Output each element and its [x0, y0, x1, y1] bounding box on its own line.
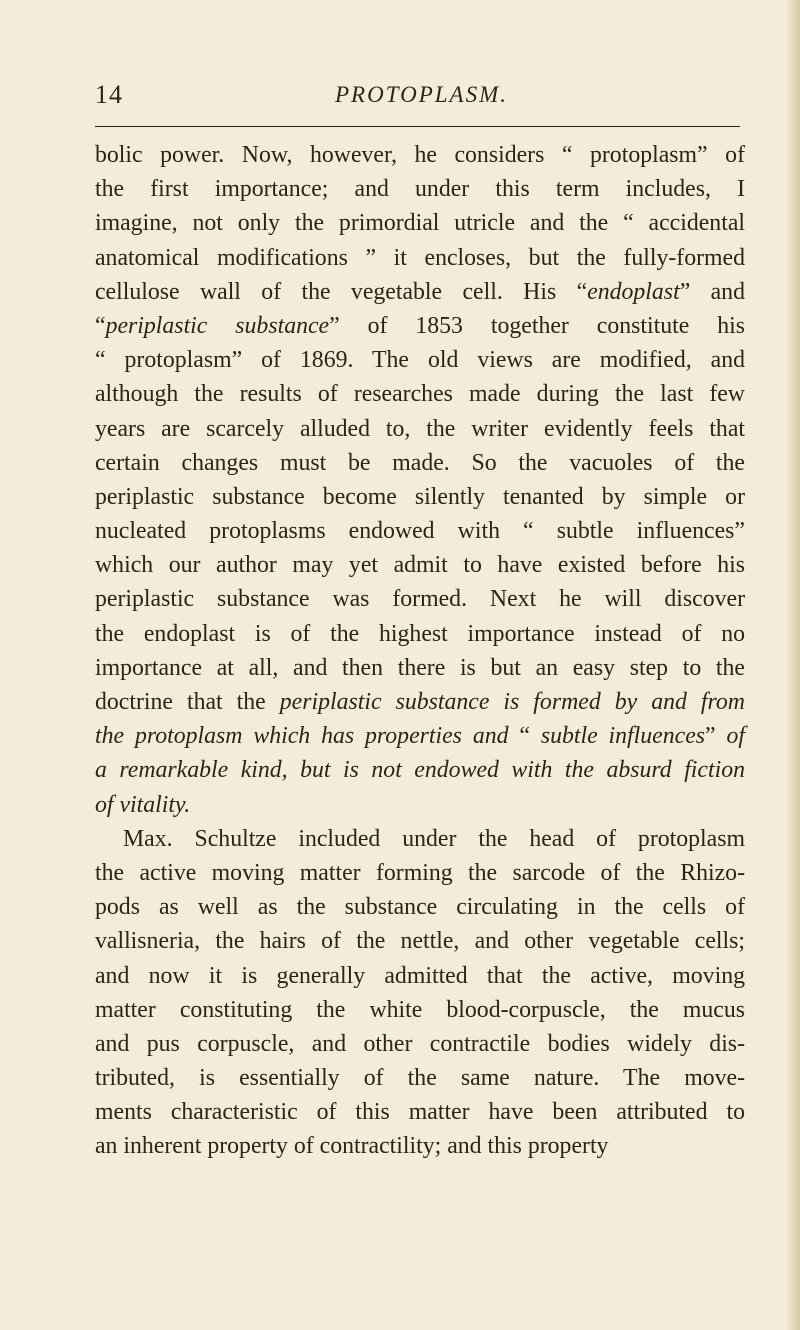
text-run: years are scarcely alluded to, the writer evidently feels that [95, 415, 745, 442]
text-line [95, 719, 745, 753]
header-rule [95, 126, 740, 127]
text-line [95, 514, 745, 548]
text-line [95, 993, 745, 1027]
text-line [95, 890, 745, 924]
text-run: importance at all, and then there is but an easy step to the [95, 654, 745, 681]
text-run: the active moving matter forming the sarcode of the Rhizo- [95, 859, 745, 886]
text-line [95, 1129, 745, 1163]
page-number: 14 [95, 80, 123, 109]
text-line [95, 788, 745, 822]
text-run: pods as well as the substance circulating in the cells of [95, 894, 745, 921]
italic-text: periplastic substance [105, 312, 330, 339]
text-run: matter constituting the white blood-corpuscle, the mucus [95, 996, 745, 1023]
text-run: bolic power. Now, however, he considers “ protoplasm” of [95, 142, 745, 168]
text-line [95, 446, 745, 480]
text-line [95, 822, 745, 856]
text-line [95, 343, 745, 377]
text-run: certain changes must be made. So the vacuoles of the [95, 449, 745, 476]
text-line [95, 275, 745, 309]
page-edge-shadow [786, 0, 800, 1330]
text-run: ments characteristic of this matter have been attributed to [95, 1099, 745, 1126]
italic-text: periplastic substance is formed by and from [279, 689, 745, 715]
text-line [95, 856, 745, 890]
text-run: ” and [679, 278, 745, 305]
italic-text: of vitality. [95, 791, 191, 818]
text-line [95, 753, 745, 787]
text-line [95, 582, 745, 616]
page-header [95, 80, 740, 120]
text-run: periplastic substance become silently tenanted by simple or [95, 483, 745, 510]
running-head: PROTOPLASM. [335, 82, 508, 107]
text-run: and pus corpuscle, and other contractile bodies widely dis- [95, 1030, 745, 1057]
text-run: although the results of researches made during the last few [95, 381, 745, 408]
text-run: the endoplast is of the highest importance instead of no [95, 620, 745, 647]
italic-text: of [726, 723, 745, 750]
text-run: doctrine that the [95, 689, 280, 715]
text-run: the first importance; and under this term includes, I [95, 176, 745, 203]
text-line [95, 138, 745, 172]
text-line [95, 1061, 745, 1095]
text-line [95, 206, 745, 240]
text-run: “ protoplasm” of 1869. The old views are modified, and [95, 347, 745, 374]
text-line [95, 1027, 745, 1061]
italic-text: subtle influences [540, 723, 706, 750]
text-run: ” of 1853 together constitute his [329, 312, 745, 339]
text-line [95, 377, 745, 411]
text-line [95, 617, 745, 651]
body-text [95, 138, 745, 1164]
text-line [95, 548, 745, 582]
text-line [95, 651, 745, 685]
text-line [95, 412, 745, 446]
text-line [95, 959, 745, 993]
text-line [95, 924, 745, 958]
text-run: “ [508, 723, 541, 750]
text-line [95, 480, 745, 514]
text-run: ” [705, 723, 727, 750]
text-run: and now it is generally admitted that the active, moving [95, 962, 745, 989]
text-run: which our author may yet admit to have existed before his [95, 552, 745, 579]
text-run: cellulose wall of the vegetable cell. His “ [95, 278, 588, 305]
text-run: anatomical modifications ” it encloses, but the fully-formed [95, 244, 745, 271]
italic-text: a remarkable kind, but is not endowed with the absurd fiction [95, 757, 745, 784]
text-run: Max. Schultze included under the head of protoplasm [123, 825, 745, 852]
text-run: periplastic substance was formed. Next he will discover [95, 586, 745, 613]
text-line [95, 241, 745, 275]
text-run: tributed, is essentially of the same nature. The move- [95, 1065, 745, 1092]
text-run: “ [95, 312, 106, 339]
text-run: nucleated protoplasms endowed with “ subtle influences” [95, 518, 745, 545]
italic-text: endoplast [587, 278, 680, 305]
text-line [95, 309, 745, 343]
text-run: vallisneria, the hairs of the nettle, and other vegetable cells; [95, 928, 745, 955]
text-line [95, 172, 745, 206]
text-run: imagine, not only the primordial utricle and the “ accidental [95, 210, 745, 237]
text-line [95, 685, 745, 719]
italic-text: the protoplasm which has properties and [95, 723, 509, 750]
text-line [95, 1095, 745, 1129]
text-run: an inherent property of contractility; and this property [95, 1133, 609, 1160]
